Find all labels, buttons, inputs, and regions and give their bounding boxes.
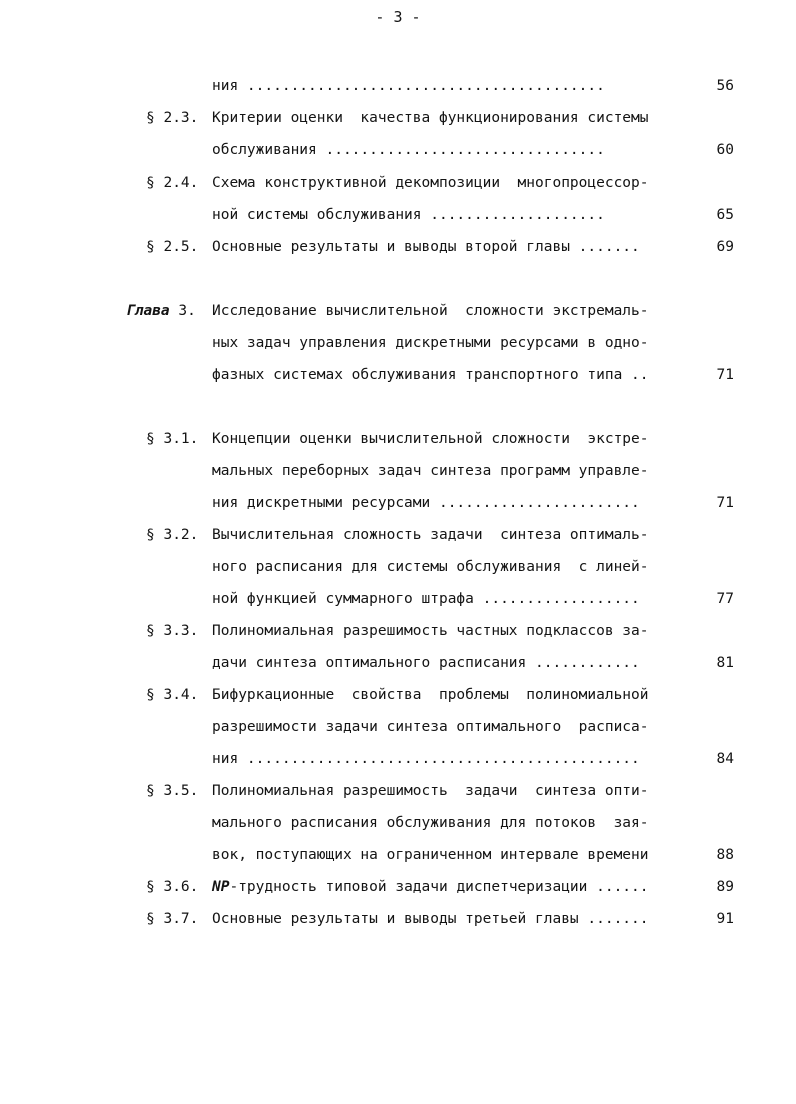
toc-line-text — [212, 877, 649, 897]
toc-line-text: вок, поступающих на ограниченном интервале времени — [212, 847, 649, 863]
toc-line-text: ного расписания для системы обслуживания с линей- — [212, 559, 649, 575]
toc-line-text: ния ......................................... — [212, 78, 605, 94]
chapter-word: Глава — [126, 303, 170, 319]
toc-section-number: § 2.3. — [146, 110, 199, 126]
chapter-number: 3. — [178, 303, 196, 319]
toc-section-number: § 3.6. — [146, 879, 199, 895]
toc-line-text: обслуживания ................................ — [212, 142, 605, 158]
toc-page-number: 88 — [716, 847, 734, 863]
toc-section-number: § 2.4. — [146, 175, 199, 191]
toc-line-text: Полиномиальная разрешимость задачи синтеза опти- — [212, 783, 649, 799]
toc-page-number: 84 — [716, 751, 734, 767]
toc-line-text: Исследование вычислительной сложности экстремаль- — [212, 303, 649, 319]
toc-page-number: 71 — [716, 367, 734, 383]
toc-page-number: 60 — [716, 142, 734, 158]
toc-page-number: 81 — [716, 655, 734, 671]
toc-section-number: § 3.4. — [146, 687, 199, 703]
toc-line-text: фазных системах обслуживания транспортного типа .. — [212, 367, 649, 383]
np-term: NP — [212, 879, 230, 895]
toc-line-text: разрешимости задачи синтеза оптимального расписа- — [212, 719, 649, 735]
toc-line-text: Основные результаты и выводы второй главы ....... — [212, 239, 640, 255]
toc-section-number: § 2.5. — [146, 239, 199, 255]
toc-line-text: Бифуркационные свойства проблемы полиномиальной — [212, 687, 649, 703]
toc-line-text: ных задач управления дискретными ресурсами в одно- — [212, 335, 649, 351]
toc-section-number: § 3.7. — [146, 911, 199, 927]
toc-line-text: Схема конструктивной декомпозиции многопроцессор- — [212, 175, 649, 191]
toc-page-number: 77 — [716, 591, 734, 607]
toc-line-text: дачи синтеза оптимального расписания ............ — [212, 655, 640, 671]
toc-page-number: 56 — [716, 78, 734, 94]
toc-page-number: 91 — [716, 911, 734, 927]
toc-line-text: Концепции оценки вычислительной сложности экстре- — [212, 431, 649, 447]
toc-page-number: 69 — [716, 239, 734, 255]
toc-section-number: § 3.1. — [146, 431, 199, 447]
toc-line-text: ной системы обслуживания .................... — [212, 207, 605, 223]
toc-line-text: Полиномиальная разрешимость частных подклассов за- — [212, 623, 649, 639]
toc-page-number: 71 — [716, 495, 734, 511]
toc-line-text: Вычислительная сложность задачи синтеза оптималь- — [212, 527, 649, 543]
toc-line-text: мальных переборных задач синтеза программ управле- — [212, 463, 649, 479]
chapter-label — [126, 301, 196, 321]
toc-line-text: Основные результаты и выводы третьей главы ....... — [212, 911, 649, 927]
toc-section-number: § 3.3. — [146, 623, 199, 639]
toc-line-text: Критерии оценки качества функционирования системы — [212, 110, 649, 126]
toc-section-number: § 3.2. — [146, 527, 199, 543]
toc-line-text: ной функцией суммарного штрафа .................. — [212, 591, 640, 607]
toc-line-rest: -трудность типовой задачи диспетчеризации ...... — [229, 879, 649, 895]
toc-line-text: ния дискретными ресурсами ....................... — [212, 495, 640, 511]
toc-line-text: мального расписания обслуживания для потоков зая- — [212, 815, 649, 831]
toc-page-number: 65 — [716, 207, 734, 223]
toc-section-number: § 3.5. — [146, 783, 199, 799]
toc-line-text: ния ............................................. — [212, 751, 640, 767]
toc-page-number: 89 — [716, 879, 734, 895]
page-number: - 3 - — [375, 8, 421, 26]
